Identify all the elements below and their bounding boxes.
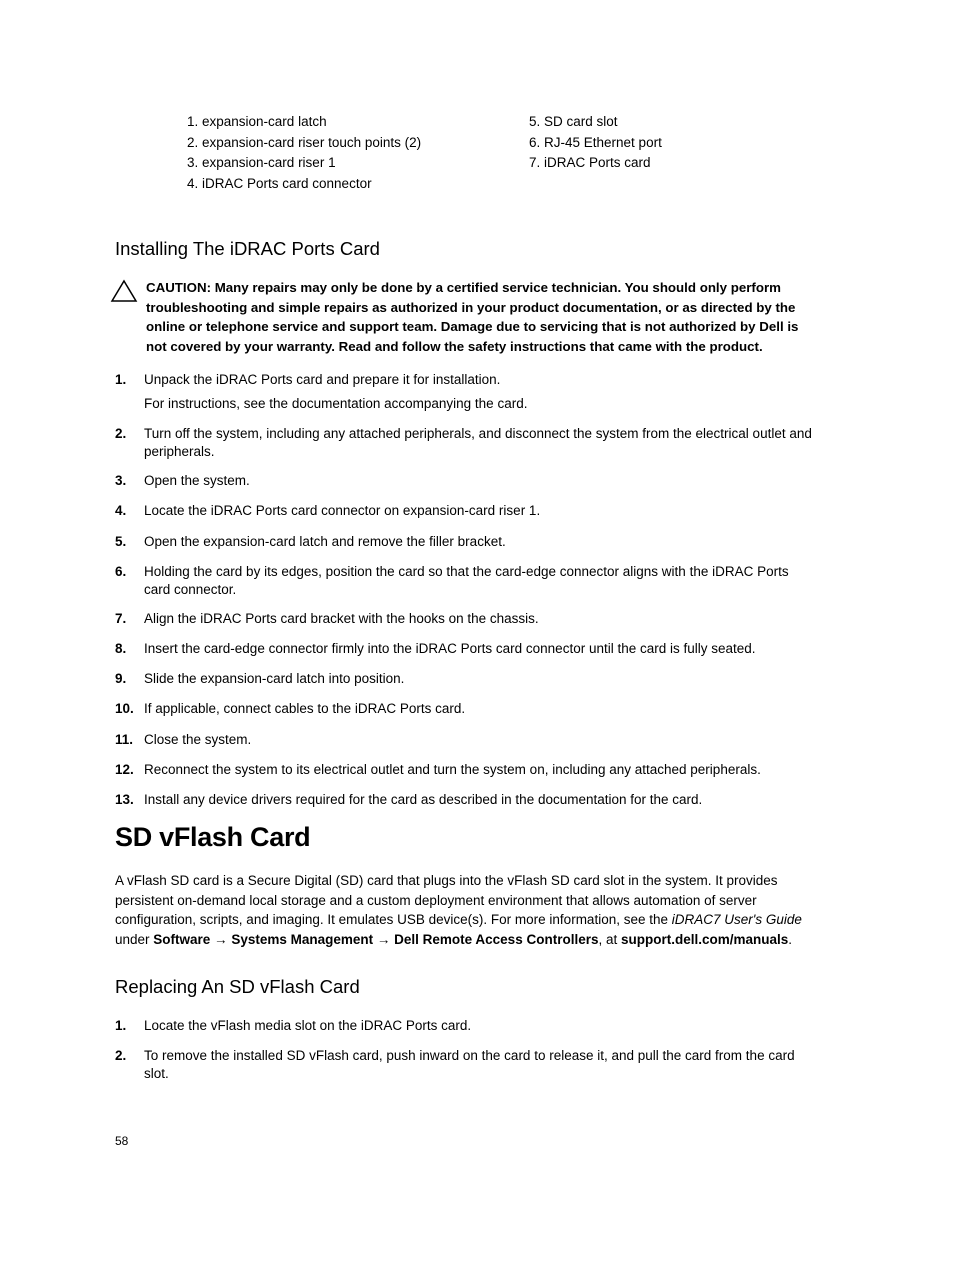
menu-path-drac: Dell Remote Access Controllers [394,931,599,947]
legend-item: 3. expansion-card riser 1 [187,155,336,171]
legend-item: 5. SD card slot [529,114,618,129]
step-text: Open the system. [144,473,250,488]
step-text: To remove the installed SD vFlash card, push inward on the card to release it, and pull the card from the card slot. [144,1048,795,1081]
step-text: Turn off the system, including any attached peripherals, and disconnect the system from the electrical outlet and peripherals. [144,426,812,459]
page-number: 58 [115,1134,129,1148]
replace-step [115,1017,815,1035]
guide-title: iDRAC7 User's Guide [671,912,802,927]
install-step [115,610,815,628]
install-step [115,502,815,520]
para-text: A vFlash SD card is a Secure Digital (SD) card that plugs into the vFlash SD card slot in the system. It provides persistent on-demand local storage and a custom deployment environment that allows automation of server configuration, scripts, and imaging. It emulates USB device(s). For more information, see the [115,873,778,927]
install-step [115,472,815,490]
para-text: under [115,931,154,947]
step-text: Install any device drivers required for the card as described in the documentation for the card. [144,792,703,807]
legend-item: 7. iDRAC Ports card [529,155,651,171]
step-number: 7. [115,611,127,626]
menu-path-arrow: → [373,931,395,947]
install-step [115,731,815,749]
installing-heading: Installing The iDRAC Ports Card [115,238,380,259]
step-number: 1. [115,1018,127,1033]
step-number: 12. [115,762,134,777]
install-step [115,670,815,688]
step-number: 1. [115,372,127,387]
step-number: 3. [115,473,127,488]
step-text: Reconnect the system to its electrical outlet and turn the system on, including any attached peripherals. [144,762,761,777]
vflash-description [115,871,815,949]
install-step [115,425,815,460]
vflash-heading: SD vFlash Card [115,822,311,852]
caution-note: CAUTION: Many repairs may only be done by a certified service technician. You should only perform troubleshooting and simple repairs as authorized in your product documentation, or as directed by the online or telephone service and support team. Damage due to servicing that is not authorized by Dell is not covered by your warranty. Read and follow the safety instructions that came with the product. [146,280,799,354]
step-text: Holding the card by its edges, position the card so that the card-edge connector aligns with the iDRAC Ports card connector. [144,564,789,597]
figure-legend-right [529,112,662,174]
step-number: 9. [115,671,127,686]
install-step [115,761,815,779]
para-text: , at [598,931,621,947]
step-subtext: For instructions, see the documentation accompanying the card. [144,395,528,411]
replacing-heading: Replacing An SD vFlash Card [115,976,360,997]
step-text: Slide the expansion-card latch into position. [144,671,405,686]
legend-item: 1. expansion-card latch [187,114,327,129]
step-text: Close the system. [144,732,252,747]
install-step [115,533,815,551]
caution-icon [110,279,138,303]
step-text: Align the iDRAC Ports card bracket with the hooks on the chassis. [144,611,539,626]
step-number: 5. [115,534,127,549]
legend-item: 2. expansion-card riser touch points (2) [187,134,422,150]
menu-path-software: Software [153,931,211,947]
install-step [115,700,815,718]
step-text: Locate the iDRAC Ports card connector on expansion-card riser 1. [144,503,541,518]
step-number: 11. [115,732,134,747]
step-number: 13. [115,792,134,807]
install-step [115,640,815,658]
step-number: 6. [115,564,127,579]
legend-item: 4. iDRAC Ports card connector [187,176,372,192]
figure-legend-left [187,112,421,195]
menu-path-arrow: → [210,931,232,947]
para-text: . [788,931,793,947]
step-number: 2. [115,426,127,441]
step-number: 8. [115,641,127,656]
install-step [115,371,815,412]
step-text: Unpack the iDRAC Ports card and prepare it for installation. [144,372,501,387]
replace-step [115,1047,815,1082]
step-number: 2. [115,1048,127,1063]
step-text: If applicable, connect cables to the iDRAC Ports card. [144,701,466,716]
support-url: support.dell.com/manuals [620,931,789,947]
legend-item: 6. RJ-45 Ethernet port [529,134,662,150]
install-step [115,791,815,809]
install-step [115,563,815,598]
step-text: Open the expansion-card latch and remove the filler bracket. [144,534,506,549]
step-text: Locate the vFlash media slot on the iDRAC Ports card. [144,1018,472,1033]
step-text: Insert the card-edge connector firmly into the iDRAC Ports card connector until the card is fully seated. [144,641,756,656]
step-number: 4. [115,503,127,518]
step-number: 10. [115,701,134,716]
menu-path-systems: Systems Management [231,931,374,947]
